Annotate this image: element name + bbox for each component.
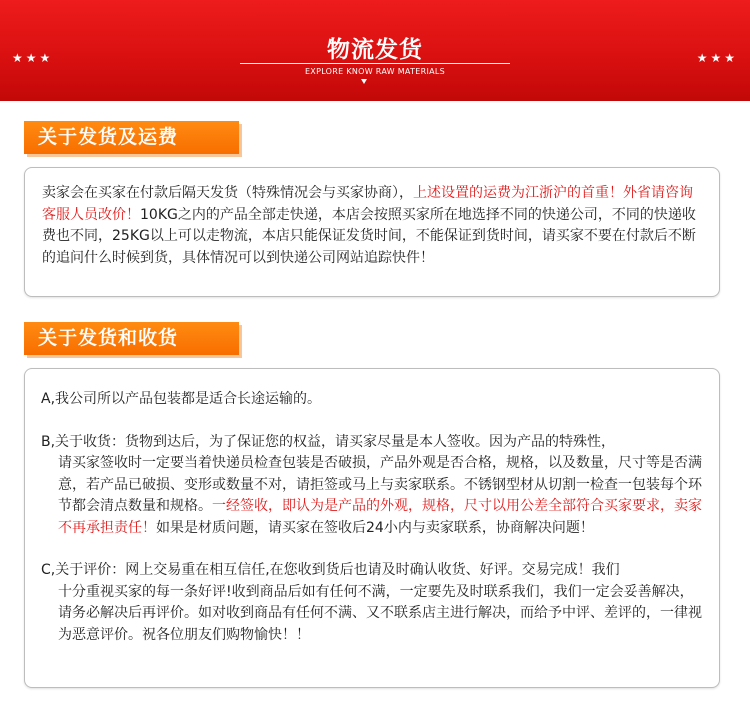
header-banner [0, 0, 750, 101]
banner-title: 物流发货 [327, 37, 423, 63]
item-b-head: B,关于收货：货物到达后，为了保证您的权益，请买家尽量是本人签收。因为产品的特殊性， [41, 433, 616, 450]
item-c-head: C,关于评价：网上交易重在相互信任,在您收到货后也请及时确认收货、好评。交易完成！我们 [41, 562, 620, 578]
shipping-fee-text-a: 卖家会在买家在付款后隔天发货（特殊情况会与买家协商）， [42, 185, 413, 201]
stars-left: ★★★ [12, 51, 54, 65]
shipping-fee-text [42, 183, 703, 269]
item-b-red-text: 一经签收，即认为是产品的外观，规格，尺寸以用公差全部符合买家要求，卖家不再承担责任！ [58, 498, 702, 536]
item-b-body [41, 453, 703, 539]
banner-divider [240, 63, 510, 64]
banner-subtitle: EXPLORE KNOW RAW MATERIALS [304, 67, 446, 76]
item-b-text [41, 432, 703, 540]
item-b-tail-text: 如果是材质问题，请买家在签收后24小内与卖家联系，协商解决问题！ [156, 519, 594, 536]
section-title-shipping-fee: 关于发货及运费 [24, 121, 239, 154]
shipping-fee-box [24, 167, 720, 297]
item-c-text [41, 560, 703, 646]
delivery-box [24, 368, 720, 688]
item-b-body-text: 请买家签收时一定要当着快递员检查包装是否破损，产品外观是否合格，规格，以及数量，尺寸等是否满意，若产品已破损、变形或数量不对，请拒签或马上与卖家联系。不锈钢型材从切割一检查一包装每个环节都会清点数量和规格。 [58, 455, 702, 514]
item-c-body: 十分重视买家的每一条好评!收到商品后如有任何不满，一定要先及时联系我们，我们一定会妥善解决，请务必解决后再评价。如对收到商品有任何不满、又不联系店主进行解决，而给予中评、差评的，一律视为恶意评价。祝各位朋友们购物愉快！！ [58, 583, 702, 643]
shipping-fee-text-red: 上述设置的运费为江浙沪的首重！外省请咨询客服人员改价！ [42, 185, 693, 223]
shipping-fee-text-b: 10KG之内的产品全部走快递，本店会按照买家所在地选择不同的快递公司，不同的快递收费也不同，25KG以上可以走物流，本店只能保证发货时间，不能保证到货时间，请买家不要在付款后不断的追问什么时候到货，具体情况可以到快递公司网站追踪快件！ [42, 206, 696, 266]
stars-right: ★★★ [696, 51, 738, 65]
item-a-text: A,我公司所以产品包装都是适合长途运输的。 [41, 391, 322, 407]
section-title-delivery: 关于发货和收货 [24, 322, 239, 355]
triangle-down-icon [361, 79, 367, 84]
